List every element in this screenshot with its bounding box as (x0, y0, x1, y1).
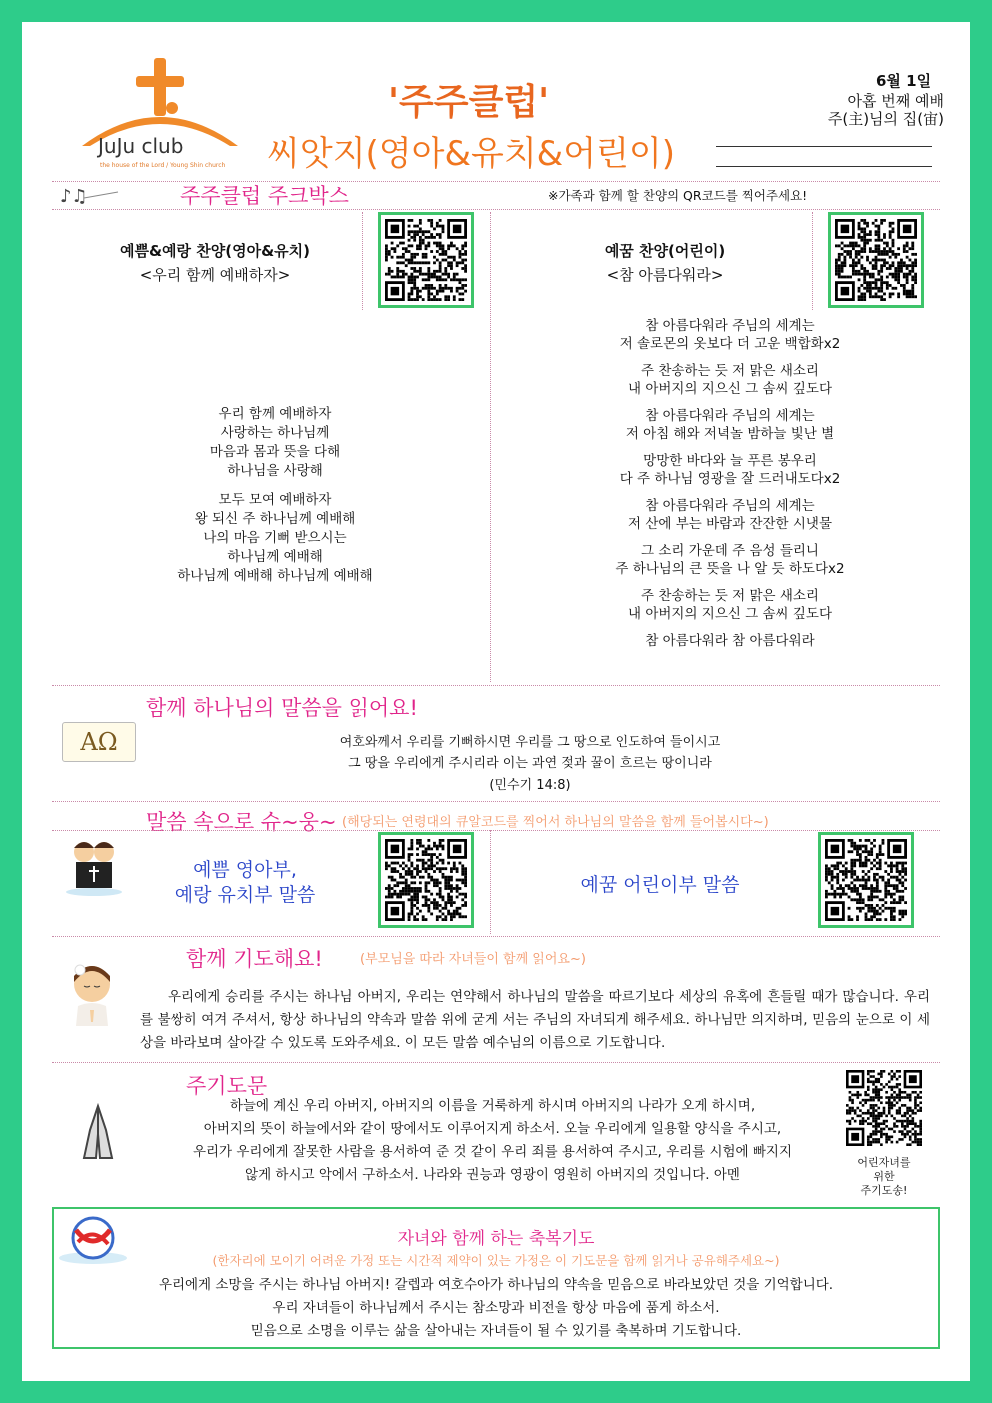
text-line: 아버지의 뜻이 하늘에서와 같이 땅에서도 이루어지게 하소서. 오늘 우리에게 일용할 양식을 주시고, (203, 1121, 782, 1137)
text-line: 그 소리 가운데 주 음성 들리니 (641, 543, 819, 559)
text-line: 모두 모여 예배하자 (218, 492, 332, 508)
verse-line-1: 여호와께서 우리를 기뻐하시면 우리를 그 땅으로 인도하여 들이시고 (339, 735, 721, 750)
lords-prayer-text (140, 1095, 845, 1187)
text-line (535, 623, 925, 633)
verse-line-2: 그 땅을 우리에게 주시리라 이는 과연 젖과 꿀이 흐르는 땅이니라 (348, 756, 712, 771)
text-line (535, 533, 925, 543)
text-line: 주 하나님의 큰 뜻을 나 알 듯 하도다x2 (615, 560, 845, 577)
praying-child-icon (60, 960, 124, 1030)
text-line: 위한 (873, 1170, 895, 1183)
text-line (535, 353, 925, 363)
text-line: 하늘에 계신 우리 아버지, 아버지의 이름을 거룩하게 하시며 아버지의 나라가 오게 하시며, (229, 1098, 756, 1114)
text-line: 믿음으로 소명을 이루는 삶을 살아내는 자녀들이 될 수 있기를 축복하며 기도합니다. (250, 1323, 742, 1339)
praise-section-title: 주주클럽 주크박스 (180, 184, 349, 208)
lords-prayer-qr-caption (836, 1156, 932, 1198)
right-praise-heading: 예꿈 찬양(어린이) (604, 242, 726, 260)
page-title: '주주클럽' (388, 81, 550, 123)
text-line (100, 481, 450, 491)
text-line: 하나님께 예배해 (227, 549, 323, 565)
text-line: 왕 되신 주 하나님께 예배해 (194, 511, 356, 527)
logo-text: JuJu club (98, 134, 184, 158)
text-line: 나의 마음 기뻐 받으시는 (203, 530, 347, 546)
divider (490, 212, 491, 682)
text-line: 우리 자녀들이 하나님께서 주시는 참소망과 비전을 항상 마음에 품게 하소서. (272, 1300, 720, 1316)
text-line: 망망한 바다와 늘 푸른 봉우리 (643, 453, 817, 469)
qr-code-sermon-children[interactable] (818, 832, 914, 928)
left-praise-song: <우리 함께 예배하자> (139, 266, 291, 284)
date: 6월 1일 (876, 72, 932, 90)
text-line: 마음과 몸과 뜻을 다해 (209, 444, 341, 460)
sermon-section-title: 말씀 속으로 슈~웅~ (146, 810, 337, 834)
divider (362, 212, 363, 310)
page-subtitle: 씨앗지(영아&유치&어린이) (267, 134, 675, 174)
text-line: 참 아름다워라 주님의 세계는 (645, 408, 815, 424)
text-line: 저 산에 부는 바람과 잔잔한 시냇물 (627, 515, 833, 532)
text-line: 참 아름다워라 주님의 세계는 (645, 318, 815, 334)
text-line: 사랑하는 하나님께 (220, 425, 330, 441)
lords-prayer-title: 주기도문 (186, 1074, 268, 1098)
text-line (535, 443, 925, 453)
service-number: 아홉 번째 예배 (847, 92, 944, 110)
qr-code-praise-children[interactable] (828, 212, 924, 308)
right-lyrics (535, 318, 925, 651)
juju-club-logo (80, 58, 250, 168)
cross-icon (132, 58, 188, 120)
prayer-section-title: 함께 기도해요! (186, 947, 323, 971)
logo-subtext: the house of the Lord / Young Shin church (100, 162, 226, 169)
blessing-title: 자녀와 함께 하는 축복기도 (397, 1229, 595, 1249)
divider (52, 801, 940, 802)
praise-note: ※가족과 함께 할 찬양의 QR코드를 찍어주세요! (548, 188, 808, 203)
text-line: 주기도송! (860, 1184, 908, 1197)
qr-code-praise-preschool[interactable] (378, 212, 474, 308)
praying-hands-icon (70, 1100, 126, 1164)
text-line (535, 398, 925, 408)
text-line: 하나님을 사랑해 (227, 463, 323, 479)
qr-code-sermon-preschool[interactable] (378, 832, 474, 928)
text-line: 참 아름다워라 주님의 세계는 (645, 498, 815, 514)
text-line (535, 578, 925, 588)
divider (52, 1062, 940, 1063)
text-line: 참 아름다워라 참 아름다워라 (645, 633, 815, 649)
children-sermon-label: 예꿈 어린이부 말씀 (580, 874, 740, 896)
text-line: 우리가 우리에게 잘못한 사람을 용서하여 준 것 같이 우리 죄를 용서하여 주시고, 우리를 시험에 빠지지 (192, 1144, 793, 1160)
alpha-omega-icon: AΩ (62, 722, 136, 762)
text-line: 주 찬송하는 듯 저 맑은 새소리 (641, 363, 819, 379)
music-notes-icon (60, 184, 120, 206)
divider (52, 830, 940, 831)
service-place: 주(主)님의 집(宙) (827, 110, 944, 128)
text-line (535, 488, 925, 498)
prayer-text: 우리에게 승리를 주시는 하나님 아버지, 우리는 연약해서 하나님의 말씀을 따르기보다 세상의 유혹에 흔들릴 때가 많습니다. 우리를 불쌍히 여겨 주셔서, 항상 하나님의 약속과 말씀 위에 굳게 서는 주님의 자녀되게 해주세요. 하나님만 의지하며, 믿음의 눈으로 이 세상을 바라보며 살아갈 수 있도록 도와주세요. 이 모든 말씀 예수님의 이름으로 기도합니다. (140, 989, 930, 1051)
divider (52, 209, 940, 210)
header-underline (716, 146, 932, 147)
sermon-note: (해당되는 연령대의 큐알코드를 찍어서 하나님의 말씀을 함께 들어봅시다~) (342, 815, 769, 830)
text-line: 우리 함께 예배하자 (218, 406, 332, 422)
text-line: 어린자녀를 (857, 1156, 911, 1169)
text-line: 내 아버지의 지으신 그 솜씨 깊도다 (627, 380, 833, 397)
text-line: 하나님께 예배해 하나님께 예배해 (177, 568, 373, 584)
right-praise-song: <참 아름다워라> (606, 266, 724, 284)
divider (490, 830, 491, 934)
qr-code-lords-prayer[interactable] (846, 1070, 922, 1146)
svg-text:♪♫: ♪♫ (60, 186, 88, 206)
prayer-note: (부모님을 따라 자녀들이 함께 읽어요~) (360, 952, 586, 967)
preschool-sermon-label-2: 예랑 유치부 말씀 (174, 884, 316, 906)
text-line: 다 주 하나님 영광을 잘 드러내도다x2 (619, 470, 841, 487)
text-line: 않게 하시고 악에서 구하소서. 나라와 권능과 영광이 영원히 아버지의 것입니다. 아멘 (245, 1167, 740, 1183)
header-underline (716, 166, 932, 167)
left-lyrics (100, 405, 450, 586)
text-line: 우리에게 소망을 주시는 하나님 아버지! 갈렙과 여호수아가 하나님의 약속을 믿음으로 바라보았던 것을 기억합니다. (158, 1277, 834, 1293)
text-line: 저 아침 해와 저녁놀 밤하늘 빛난 별 (625, 425, 835, 442)
divider (52, 936, 940, 937)
verse-reference: (민수기 14:8) (489, 778, 571, 793)
text-line: 내 아버지의 지으신 그 솜씨 깊도다 (627, 605, 833, 622)
text-line: 저 솔로몬의 옷보다 더 고운 백합화x2 (619, 335, 841, 352)
blessing-text (52, 1274, 940, 1343)
divider (52, 685, 940, 686)
children-reading-bible-icon (62, 838, 126, 896)
left-praise-heading: 예쁨&예랑 찬양(영아&유치) (120, 242, 310, 260)
word-section-title: 함께 하나님의 말씀을 읽어요! (146, 696, 418, 720)
divider (812, 212, 813, 310)
blessing-note: (한자리에 모이기 어려운 가정 또는 시간적 제약이 있는 가정은 이 기도문을 함께 읽거나 공유해주세요~) (212, 1253, 780, 1268)
text-line: 주 찬송하는 듯 저 맑은 새소리 (641, 588, 819, 604)
preschool-sermon-label-1: 예쁨 영아부, (193, 859, 297, 881)
